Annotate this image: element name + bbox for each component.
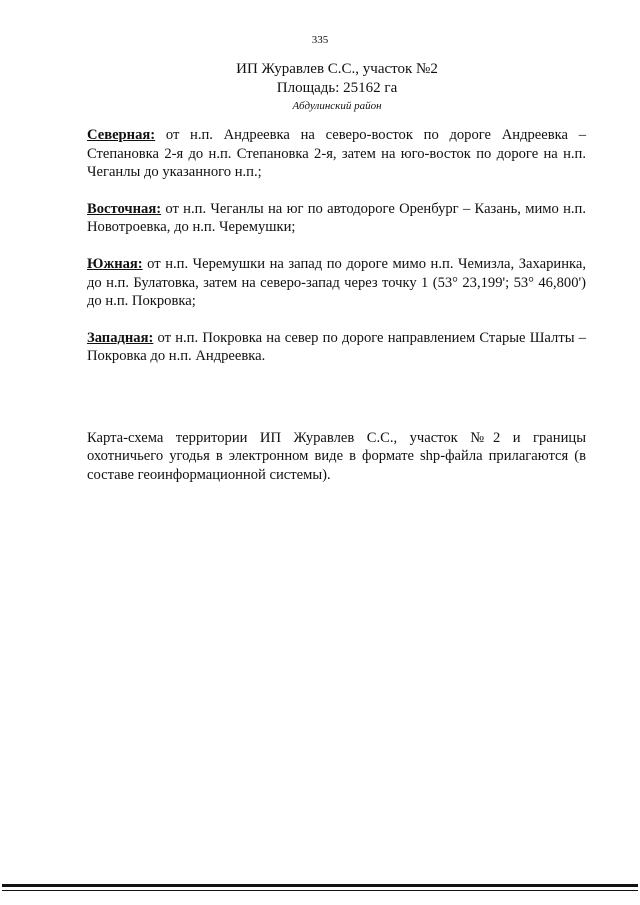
document-header xyxy=(0,60,640,114)
boundary-label: Западная: xyxy=(87,329,154,346)
boundary-text: от н.п. Черемушки на запад по дороге мимо н.п. Чемизла, Захаринка, до н.п. Булатовка, затем на северо-запад через точку 1 (53° 23,199'; 53° 46,800') до н.п. Покровка; xyxy=(87,255,586,310)
boundary-east xyxy=(87,200,586,237)
boundary-text: от н.п. Покровка на север по дороге направлением Старые Шалты – Покровка до н.п. Андреевка. xyxy=(87,329,586,365)
boundary-text: от н.п. Чеганлы на юг по автодороге Оренбург – Казань, мимо н.п. Новотроевка, до н.п. Черемушки; xyxy=(87,200,586,236)
footer-rule-thin xyxy=(2,890,638,891)
boundary-sections xyxy=(87,126,586,384)
district-line: Абдулинский район xyxy=(292,100,382,112)
area-line: Площадь: 25162 га xyxy=(276,80,398,96)
boundary-label: Восточная: xyxy=(87,200,162,217)
boundary-south xyxy=(87,255,586,311)
boundary-label: Южная: xyxy=(87,255,143,272)
footer-rule-thick xyxy=(2,884,638,887)
closing-paragraph: Карта-схема территории ИП Журавлев С.С., участок №2 и границы охотничьего угодья в электронном виде в формате shp-файла прилагаются (в составе геоинформационной системы). xyxy=(87,429,586,483)
boundary-text: от н.п. Андреевка на северо-восток по дороге Андреевка – Степановка 2-я до н.п. Степановка 2-я, затем на юго-восток по дороге на н.п. Чеганлы до указанного н.п.; xyxy=(87,127,586,181)
boundary-west xyxy=(87,329,586,366)
page-number: 335 xyxy=(311,34,329,46)
boundary-north xyxy=(87,126,586,182)
boundary-label: Северная: xyxy=(87,127,156,143)
document-title: ИП Журавлев С.С., участок №2 xyxy=(236,61,438,77)
